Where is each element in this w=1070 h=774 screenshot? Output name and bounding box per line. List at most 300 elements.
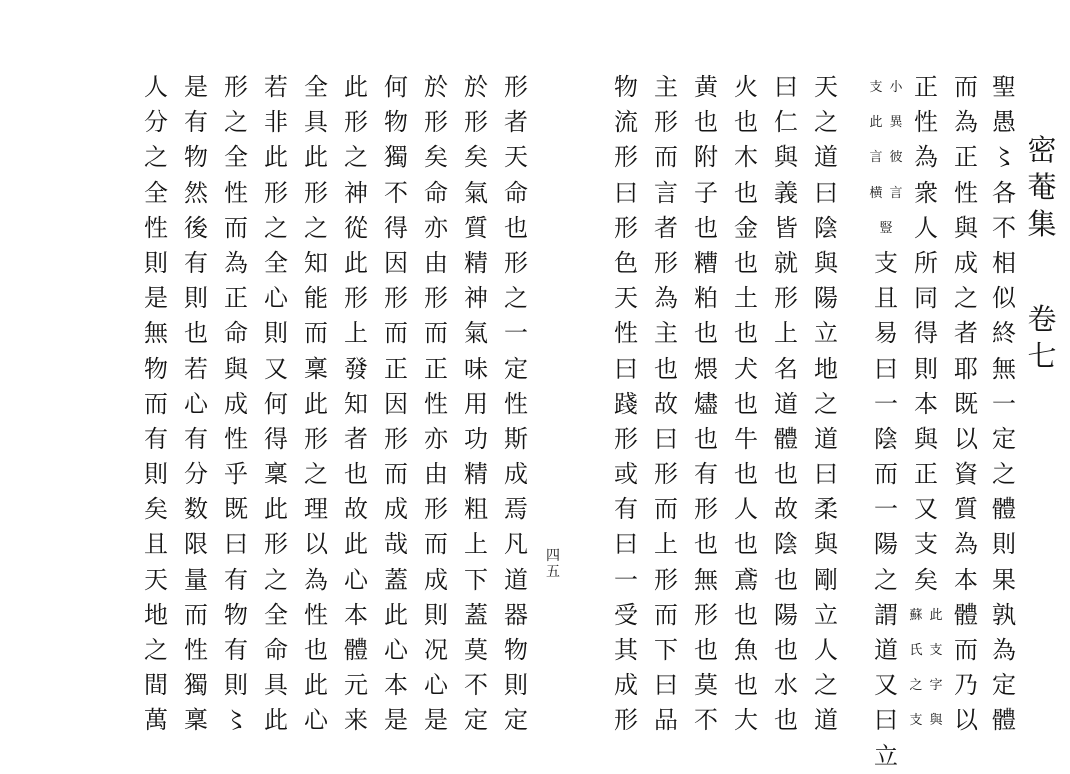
text-char: 立	[814, 319, 838, 348]
text-char: 果	[992, 565, 1016, 594]
text-char: 字	[929, 678, 943, 694]
text-char: 本	[344, 600, 368, 629]
text-char: 曰	[874, 354, 898, 383]
text-char: 若	[184, 354, 208, 383]
text-char: 而	[384, 460, 408, 489]
text-char: 為	[992, 636, 1016, 664]
text-char: 資	[954, 460, 978, 489]
text-char: 不	[694, 706, 718, 735]
text-column	[296, 70, 336, 739]
text-char: 也	[654, 354, 678, 383]
text-char: 然	[184, 178, 208, 207]
text-char: 分	[184, 460, 208, 489]
text-char: 非	[264, 108, 288, 137]
text-char: 曰	[814, 460, 838, 489]
text-char: 上	[464, 530, 488, 559]
text-char: 物	[614, 73, 638, 101]
text-char: 物	[384, 108, 408, 137]
text-char: 性	[144, 213, 168, 242]
text-char: 也	[344, 460, 368, 489]
text-char: 而	[424, 530, 448, 559]
text-char: 而	[384, 319, 408, 348]
text-char: 元	[344, 671, 368, 700]
text-char: 是	[184, 73, 208, 101]
text-char: 全	[144, 178, 168, 207]
text-char: 命	[504, 178, 528, 207]
title-char: 菴	[1027, 170, 1057, 204]
text-char: 之	[224, 108, 248, 137]
text-char: 為	[954, 530, 978, 559]
text-char: 豎	[879, 220, 893, 236]
text-char: 主	[654, 319, 678, 348]
text-char: 主	[654, 73, 678, 101]
text-char: 土	[734, 284, 758, 313]
text-char: 木	[734, 143, 758, 172]
text-char: 性	[504, 389, 528, 418]
text-char: 陰	[774, 530, 798, 559]
text-char: 之	[144, 636, 168, 664]
text-char: 易	[874, 319, 898, 348]
text-char: 矣	[424, 143, 448, 172]
text-char: 既	[224, 495, 248, 524]
text-char: 形	[384, 424, 408, 453]
text-char: 水	[774, 671, 798, 700]
text-char: 正	[914, 73, 938, 101]
text-char: 此	[264, 495, 288, 524]
text-char: 體	[992, 706, 1016, 735]
text-char: 因	[384, 248, 408, 277]
text-char: 也	[774, 460, 798, 489]
folio-number	[538, 548, 568, 580]
text-char: 彼	[889, 150, 903, 166]
text-char: 受	[614, 600, 638, 629]
text-char: 仁	[774, 108, 798, 137]
text-char: 性	[304, 600, 328, 629]
text-char: 能	[304, 284, 328, 313]
text-char: 形	[614, 706, 638, 735]
text-char: 則	[424, 600, 448, 629]
text-column	[646, 70, 686, 739]
text-char: 金	[734, 213, 758, 242]
text-char: 又	[874, 671, 898, 700]
text-char: 剛	[814, 565, 838, 594]
text-char: 為	[224, 248, 248, 277]
text-char: 大	[734, 706, 758, 735]
text-char: 不	[992, 213, 1016, 242]
text-char: 矣	[914, 565, 938, 594]
text-column	[216, 70, 256, 739]
text-column	[766, 70, 806, 739]
text-char: 蓋	[464, 600, 488, 629]
text-char: 則	[914, 354, 938, 383]
text-char: 而	[954, 73, 978, 101]
text-char: 牛	[734, 424, 758, 453]
text-char: 言	[654, 178, 678, 207]
text-char: 與	[814, 248, 838, 277]
text-char: 形	[264, 178, 288, 207]
text-char: 之	[909, 678, 923, 694]
text-char: 也	[734, 389, 758, 418]
text-char: 蘇	[909, 607, 923, 623]
text-char: 一	[992, 389, 1016, 418]
text-char: 正	[954, 143, 978, 172]
text-char: 耶	[954, 354, 978, 383]
text-char: 下	[464, 565, 488, 594]
text-char: 性	[614, 319, 638, 348]
text-char: 間	[144, 671, 168, 700]
text-char: 形	[504, 248, 528, 277]
text-char: 不	[464, 671, 488, 700]
text-char: 與	[954, 213, 978, 242]
text-char: 陽	[774, 600, 798, 629]
text-char: 道	[874, 636, 898, 664]
text-char: 曰	[874, 706, 898, 735]
text-char: 性	[224, 178, 248, 207]
text-char: 曰	[774, 73, 798, 101]
text-char: 曰	[654, 671, 678, 700]
text-char: 分	[144, 108, 168, 137]
text-char: 陽	[814, 284, 838, 313]
text-char: 成	[384, 495, 408, 524]
text-char: 故	[344, 495, 368, 524]
text-column	[726, 70, 766, 739]
text-char: 此	[304, 389, 328, 418]
text-char: 形	[694, 495, 718, 524]
text-char: 人	[144, 73, 168, 101]
text-char: 此	[384, 600, 408, 629]
text-char: 故	[774, 495, 798, 524]
text-column	[606, 70, 646, 739]
text-char: 此	[344, 73, 368, 101]
text-char: 者	[654, 213, 678, 242]
text-char: 之	[304, 213, 328, 242]
text-char: 陰	[814, 213, 838, 242]
text-char: 限	[184, 530, 208, 559]
text-column	[906, 70, 946, 739]
text-char: 〻	[224, 706, 248, 735]
text-char: 且	[874, 284, 898, 313]
text-char: 曰	[654, 424, 678, 453]
text-char: 曰	[614, 354, 638, 383]
text-char: 一	[614, 565, 638, 594]
text-char: 之	[814, 389, 838, 418]
text-char: 形	[344, 284, 368, 313]
text-char: 同	[914, 284, 938, 313]
title-char: 集	[1027, 207, 1057, 241]
text-char: 則	[992, 530, 1016, 559]
text-char: 何	[384, 73, 408, 101]
folio-char: 五	[546, 564, 560, 580]
text-char: 所	[914, 248, 938, 277]
text-char: 也	[694, 530, 718, 559]
text-char: 性	[184, 636, 208, 664]
text-char: 天	[614, 284, 638, 313]
text-char: 凡	[504, 530, 528, 559]
text-char: 支	[874, 248, 898, 277]
text-char: 之	[814, 671, 838, 700]
text-char: 既	[954, 389, 978, 418]
text-char: 也	[774, 636, 798, 664]
text-char: 用	[464, 389, 488, 418]
text-column	[176, 70, 216, 739]
text-char: 道	[504, 565, 528, 594]
text-char: 知	[304, 248, 328, 277]
text-char: 下	[654, 636, 678, 664]
text-char: 踐	[614, 389, 638, 418]
volume-char: 七	[1027, 339, 1057, 373]
text-char: 道	[814, 424, 838, 453]
text-column	[376, 70, 416, 739]
text-char: 而	[224, 213, 248, 242]
text-char: 言	[869, 150, 883, 166]
text-char: 性	[914, 108, 938, 137]
text-char: 人	[734, 495, 758, 524]
text-char: 於	[464, 73, 488, 101]
text-char: 者	[954, 319, 978, 348]
text-char: 犬	[734, 354, 758, 383]
text-column	[806, 70, 846, 739]
text-char: 具	[264, 671, 288, 700]
text-char: 無	[992, 354, 1016, 383]
text-char: 命	[224, 319, 248, 348]
text-char: 形	[264, 530, 288, 559]
text-char: 哉	[384, 530, 408, 559]
text-char: 有	[144, 424, 168, 453]
text-char: 有	[614, 495, 638, 524]
text-char: 数	[184, 495, 208, 524]
text-char: 形	[654, 248, 678, 277]
text-char: 燼	[694, 389, 718, 418]
text-char: 黄	[694, 73, 718, 101]
text-char: 之	[264, 213, 288, 242]
text-char: 物	[504, 636, 528, 664]
text-char: 是	[384, 706, 408, 735]
text-char: 形	[614, 424, 638, 453]
text-char: 蓋	[384, 565, 408, 594]
text-char: 小	[889, 80, 903, 95]
text-char: 煨	[694, 354, 718, 383]
text-column	[256, 70, 296, 739]
text-char: 精	[464, 460, 488, 489]
text-char: 心	[264, 284, 288, 313]
text-char: 上	[344, 319, 368, 348]
text-char: 一	[504, 319, 528, 348]
text-char: 神	[464, 284, 488, 313]
text-char: 孰	[992, 600, 1016, 629]
text-char: 此	[264, 143, 288, 172]
text-column	[136, 70, 176, 739]
text-char: 此	[304, 143, 328, 172]
text-char: 萬	[144, 706, 168, 735]
text-char: 形	[304, 178, 328, 207]
text-char: 亦	[424, 213, 448, 242]
text-char: 形	[464, 108, 488, 137]
text-char: 亦	[424, 424, 448, 453]
text-char: 支	[869, 80, 883, 95]
text-char: 况	[424, 636, 448, 664]
text-char: 鳶	[734, 565, 758, 594]
text-char: 也	[734, 530, 758, 559]
text-char: 則	[184, 284, 208, 313]
text-char: 而	[654, 600, 678, 629]
text-char: 此	[344, 530, 368, 559]
text-char: 精	[464, 248, 488, 277]
text-char: 衆	[914, 178, 938, 207]
text-char: 陽	[874, 530, 898, 559]
text-char: 之	[992, 460, 1016, 489]
text-char: 是	[424, 706, 448, 735]
text-char: 得	[914, 319, 938, 348]
text-char: 量	[184, 565, 208, 594]
text-char: 性	[224, 424, 248, 453]
text-char: 一	[874, 389, 898, 418]
text-char: 天	[504, 143, 528, 172]
text-char: 性	[424, 389, 448, 418]
text-char: 定	[992, 424, 1016, 453]
text-char: 形	[424, 284, 448, 313]
text-char: 功	[464, 424, 488, 453]
text-char: 氣	[464, 178, 488, 207]
text-char: 與	[224, 354, 248, 383]
text-char: 支	[914, 530, 938, 559]
text-char: 本	[914, 389, 938, 418]
text-char: 形	[304, 424, 328, 453]
text-char: 與	[814, 530, 838, 559]
text-char: 器	[504, 600, 528, 629]
text-char: 有	[224, 636, 248, 664]
text-char: 名	[774, 354, 798, 383]
text-char: 形	[614, 213, 638, 242]
text-char: 也	[774, 565, 798, 594]
interlinear-note	[867, 70, 906, 211]
text-char: 有	[694, 460, 718, 489]
text-char: 也	[304, 636, 328, 664]
text-column	[416, 70, 456, 739]
text-char: 故	[654, 389, 678, 418]
text-char: 形	[344, 108, 368, 137]
text-char: 則	[144, 460, 168, 489]
text-char: 則	[144, 248, 168, 277]
text-column	[456, 70, 496, 739]
text-char: 横	[869, 185, 883, 201]
text-char: 立	[874, 741, 898, 770]
text-char: 形	[224, 73, 248, 101]
text-char: 支	[929, 643, 943, 658]
text-char: 命	[424, 178, 448, 207]
text-char: 具	[304, 108, 328, 137]
text-char: 糟	[694, 248, 718, 277]
text-char: 體	[992, 495, 1016, 524]
text-char: 来	[344, 706, 368, 735]
text-char: 有	[184, 108, 208, 137]
text-char: 全	[264, 248, 288, 277]
text-char: 謂	[874, 600, 898, 629]
interlinear-note	[907, 598, 946, 739]
text-char: 人	[914, 213, 938, 242]
text-char: 物	[184, 143, 208, 172]
text-char: 此	[344, 248, 368, 277]
text-char: 全	[304, 73, 328, 101]
folio-char: 四	[546, 548, 560, 564]
text-char: 〻	[992, 143, 1016, 172]
text-char: 為	[954, 108, 978, 137]
text-char: 無	[144, 319, 168, 348]
text-char: 言	[889, 185, 903, 201]
text-char: 此	[869, 115, 883, 131]
text-char: 色	[614, 248, 638, 277]
text-char: 柔	[814, 495, 838, 524]
text-char: 而	[654, 143, 678, 172]
text-char: 也	[694, 213, 718, 242]
text-char: 發	[344, 354, 368, 383]
text-char: 定	[992, 671, 1016, 700]
text-char: 天	[144, 565, 168, 594]
text-char: 以	[954, 424, 978, 453]
text-char: 矣	[144, 495, 168, 524]
text-char: 定	[504, 706, 528, 735]
text-column	[946, 70, 986, 739]
text-char: 曰	[614, 178, 638, 207]
text-char: 理	[304, 495, 328, 524]
text-char: 稟	[184, 706, 208, 735]
text-char: 此	[304, 671, 328, 700]
text-char: 也	[504, 213, 528, 242]
text-char: 義	[774, 178, 798, 207]
text-char: 似	[992, 284, 1016, 313]
text-char: 於	[424, 73, 448, 101]
text-char: 又	[914, 495, 938, 524]
text-char: 也	[184, 319, 208, 348]
text-char: 心	[424, 671, 448, 700]
text-char: 為	[304, 565, 328, 594]
text-char: 稟	[304, 354, 328, 383]
text-char: 知	[344, 389, 368, 418]
text-char: 品	[654, 706, 678, 735]
text-char: 形	[654, 565, 678, 594]
text-char: 此	[264, 706, 288, 735]
text-char: 者	[344, 424, 368, 453]
text-char: 乃	[954, 671, 978, 700]
text-char: 性	[954, 178, 978, 207]
text-char: 曰	[814, 178, 838, 207]
text-char: 氏	[909, 643, 923, 658]
text-char: 斯	[504, 424, 528, 453]
text-char: 與	[914, 424, 938, 453]
text-char: 立	[814, 600, 838, 629]
text-char: 且	[144, 530, 168, 559]
text-char: 焉	[504, 495, 528, 524]
text-char: 為	[914, 143, 938, 172]
text-char: 而	[654, 495, 678, 524]
text-char: 與	[929, 713, 943, 729]
text-char: 成	[504, 460, 528, 489]
text-char: 矣	[464, 143, 488, 172]
text-char: 得	[384, 213, 408, 242]
text-char: 道	[814, 706, 838, 735]
text-char: 若	[264, 73, 288, 101]
text-char: 與	[774, 143, 798, 172]
text-char: 無	[694, 565, 718, 594]
text-char: 也	[734, 248, 758, 277]
text-char: 相	[992, 248, 1016, 277]
text-char: 又	[264, 354, 288, 383]
text-char: 由	[424, 460, 448, 489]
text-char: 而	[424, 319, 448, 348]
text-char: 本	[954, 565, 978, 594]
text-char: 形	[614, 143, 638, 172]
text-char: 者	[504, 108, 528, 137]
text-char: 也	[694, 424, 718, 453]
